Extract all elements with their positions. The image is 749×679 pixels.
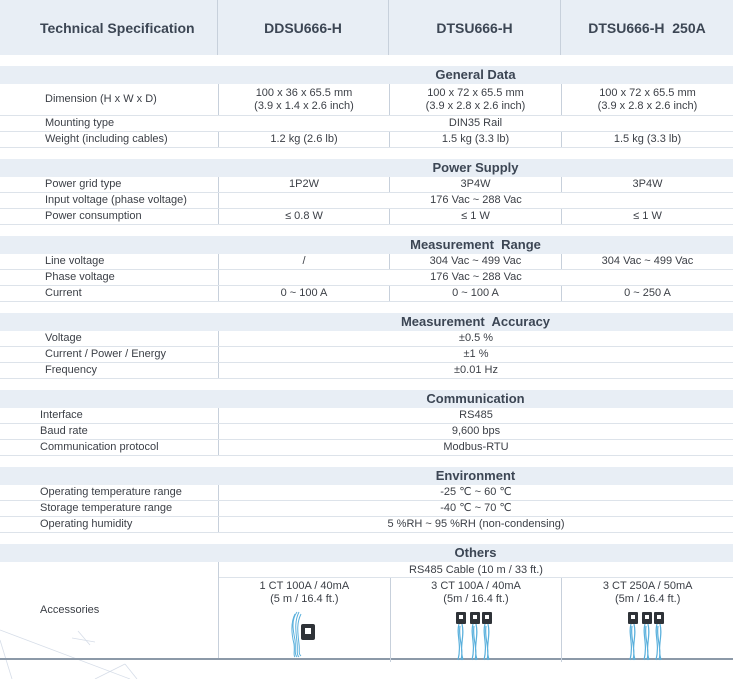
accessory-line: 3 CT 250A / 50mA: [602, 580, 693, 592]
cell: /: [218, 254, 389, 269]
table-row: [0, 424, 733, 440]
section-environment: [0, 467, 733, 533]
accessory-cell: [561, 578, 733, 662]
table-row: [0, 440, 733, 456]
cell: DIN35 Rail: [448, 117, 503, 129]
cell: -25 ℃ ~ 60 ℃: [218, 485, 733, 500]
table-row: [0, 209, 733, 225]
header-title: Technical Specification: [0, 0, 218, 55]
row-label: Operating humidity: [40, 518, 133, 530]
three-ct-clamps-image: [626, 610, 670, 662]
row-label: Frequency: [45, 364, 97, 376]
row-label: Current / Power / Energy: [45, 348, 167, 360]
row-label: Baud rate: [40, 425, 88, 437]
cell: -40 ℃ ~ 70 ℃: [218, 501, 733, 516]
table-header: [0, 0, 733, 55]
table-row: [0, 116, 733, 132]
section-power-supply: [0, 159, 733, 225]
cell: 176 Vac ~ 288 Vac: [218, 270, 733, 285]
table-row: [0, 363, 733, 379]
table-row: [0, 177, 733, 193]
cell: 176 Vac ~ 288 Vac: [218, 193, 733, 208]
cell: [389, 84, 561, 115]
cell-line: (3.9 x 2.8 x 2.6 inch): [597, 99, 698, 112]
accessory-cell: [219, 578, 390, 662]
row-label: Current: [45, 287, 82, 299]
table-row: [0, 501, 733, 517]
row-label: Interface: [40, 409, 83, 421]
cell-line: 100 x 36 x 65.5 mm: [255, 86, 353, 99]
table-row: [0, 270, 733, 286]
row-label: Dimension (H x W x D): [45, 93, 157, 105]
cell: [218, 84, 389, 115]
cell: ±0.5 %: [218, 331, 733, 346]
cell-line: 100 x 72 x 65.5 mm: [599, 86, 696, 99]
cell: RS485: [218, 408, 733, 423]
section-communication: [0, 390, 733, 456]
rs485-cable-cell: RS485 Cable (10 m / 33 ft.): [219, 562, 733, 578]
cell: 3P4W: [389, 177, 561, 192]
row-label: Voltage: [45, 332, 82, 344]
section-title: Measurement Accuracy: [0, 313, 733, 331]
cell: 5 %RH ~ 95 %RH (non-condensing): [218, 517, 733, 532]
section-title: Power Supply: [0, 159, 733, 177]
section-title: General Data: [0, 66, 733, 84]
row-label: Accessories: [40, 604, 100, 616]
cell: 3P4W: [561, 177, 733, 192]
cell: 0 ~ 250 A: [561, 286, 733, 301]
cell: 1.5 kg (3.3 lb): [561, 132, 733, 147]
accessory-line: (5m / 16.4 ft.): [614, 593, 681, 605]
accessory-line: (5 m / 16.4 ft.): [270, 593, 339, 605]
header-model-dtsu666-h-250a: DTSU666-H 250A: [588, 19, 706, 36]
cell: ≤ 1 W: [389, 209, 561, 224]
section-title: Environment: [0, 467, 733, 485]
table-row: [0, 347, 733, 363]
row-label: Communication protocol: [40, 441, 159, 453]
cell: 0 ~ 100 A: [218, 286, 389, 301]
section-title: Measurement Range: [0, 236, 733, 254]
accessory-line: (5m / 16.4 ft.): [443, 593, 509, 605]
cell: ≤ 1 W: [561, 209, 733, 224]
row-label: Power consumption: [45, 210, 142, 222]
row-label: Storage temperature range: [40, 502, 173, 514]
table-row: [0, 254, 733, 270]
cell: Modbus-RTU: [218, 440, 733, 455]
row-label: Phase voltage: [45, 271, 115, 283]
three-ct-clamps-image: [454, 610, 498, 662]
cell: [561, 84, 733, 115]
table-row: [0, 132, 733, 148]
header-model-ddsu666-h: DDSU666-H: [218, 0, 389, 55]
table-row: [0, 193, 733, 209]
cell-line: (3.9 x 2.8 x 2.6 inch): [425, 99, 526, 112]
table-row: [0, 517, 733, 533]
cell: ±0.01 Hz: [218, 363, 733, 378]
accessory-line: 3 CT 100A / 40mA: [431, 580, 521, 592]
cell: 304 Vac ~ 499 Vac: [561, 254, 733, 269]
cell: 9,600 bps: [218, 424, 733, 439]
table-row: [0, 408, 733, 424]
cell: 1P2W: [218, 177, 389, 192]
table-row: [0, 331, 733, 347]
section-measurement-range: [0, 236, 733, 302]
cell: 304 Vac ~ 499 Vac: [389, 254, 561, 269]
row-label: Weight (including cables): [45, 133, 168, 145]
cell: 1.2 kg (2.6 lb): [218, 132, 389, 147]
section-measurement-accuracy: [0, 313, 733, 379]
single-ct-clamp-image: [289, 610, 319, 658]
row-label: Line voltage: [45, 255, 105, 267]
accessories-cells: [218, 562, 733, 658]
cell: 0 ~ 100 A: [389, 286, 561, 301]
section-general-data: [0, 66, 733, 148]
accessory-line: 1 CT 100A / 40mA: [259, 580, 350, 592]
row-label: Input voltage (phase voltage): [45, 194, 187, 206]
table-row: [0, 84, 733, 116]
cell: ±1 %: [218, 347, 733, 362]
row-label: Power grid type: [45, 178, 122, 190]
cell: ≤ 0.8 W: [218, 209, 389, 224]
accessory-cell: [390, 578, 562, 662]
header-model-dtsu666-h: DTSU666-H: [389, 0, 561, 55]
cell: 1.5 kg (3.3 lb): [389, 132, 561, 147]
table-row: [0, 485, 733, 501]
row-label: Operating temperature range: [40, 486, 182, 498]
section-title: Communication: [0, 390, 733, 408]
section-others: [0, 544, 733, 660]
table-row: [0, 286, 733, 302]
cell-line: 100 x 72 x 65.5 mm: [427, 86, 524, 99]
row-label: Mounting type: [45, 117, 115, 129]
section-title: Others: [0, 544, 733, 562]
table-row-accessories: [0, 562, 733, 660]
cell-line: (3.9 x 1.4 x 2.6 inch): [254, 99, 354, 112]
